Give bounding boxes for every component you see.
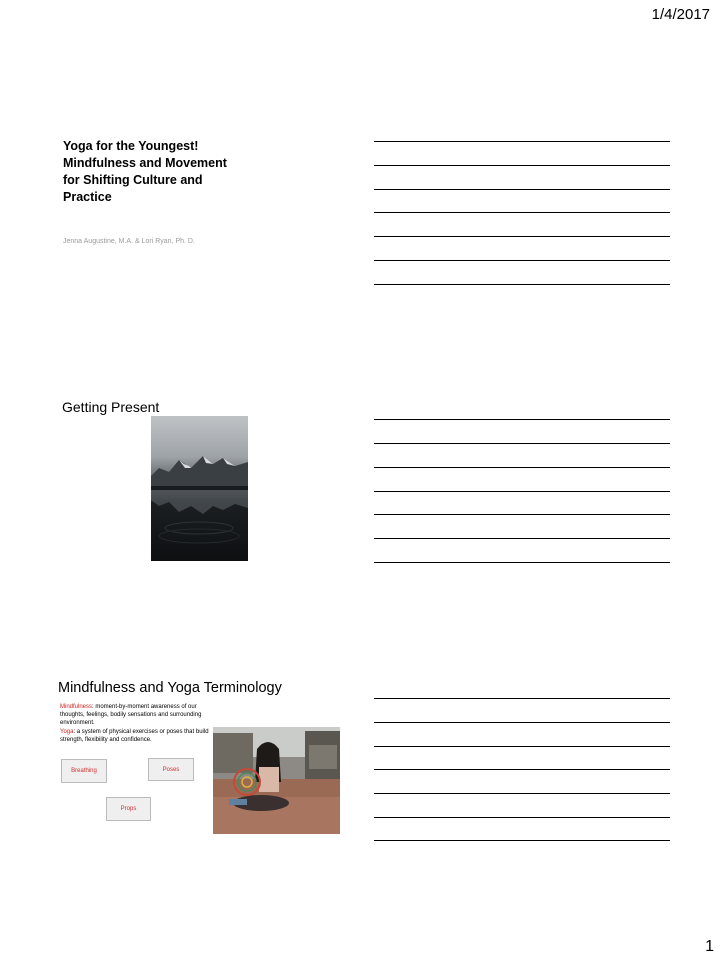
child-with-hoberman-sphere-photo — [213, 727, 340, 834]
notes-line — [374, 746, 670, 747]
breathing-button[interactable]: Breathing — [61, 759, 107, 783]
props-button[interactable]: Props — [106, 797, 151, 821]
notes-line — [374, 769, 670, 770]
notes-line — [374, 141, 670, 142]
slide-1-authors: Jenna Augustine, M.A. & Lori Ryan, Ph. D. — [63, 238, 195, 245]
notes-line — [374, 698, 670, 699]
mountain-lake-photo — [151, 416, 248, 561]
notes-line — [374, 817, 670, 818]
notes-line — [374, 491, 670, 492]
definition-yoga-text: : a system of physical exercises or poses that build strength, flexibility and confidence. — [60, 728, 209, 743]
term-yoga: Yoga — [60, 728, 74, 735]
notes-line — [374, 236, 670, 237]
notes-line — [374, 722, 670, 723]
notes-line — [374, 840, 670, 841]
notes-line — [374, 443, 670, 444]
slide-1-title: Yoga for the Youngest! Mindfulness and Movement for Shifting Culture and Practice — [63, 139, 227, 204]
definition-yoga — [60, 728, 210, 744]
notes-line — [374, 419, 670, 420]
notes-line — [374, 467, 670, 468]
term-mindfulness: Mindfulness — [60, 704, 93, 710]
notes-line — [374, 260, 670, 261]
page-number: 1 — [705, 938, 714, 955]
notes-line — [374, 212, 670, 213]
notes-line — [374, 165, 670, 166]
header-date: 1/4/2017 — [651, 6, 710, 23]
definition-mindfulness — [60, 703, 210, 728]
notes-line — [374, 284, 670, 285]
notes-line — [374, 538, 670, 539]
notes-line — [374, 562, 670, 563]
definitions — [60, 703, 210, 744]
notes-line — [374, 514, 670, 515]
slide-2-title: Getting Present — [62, 399, 160, 415]
notes-line — [374, 189, 670, 190]
notes-line — [374, 793, 670, 794]
slide-3-title: Mindfulness and Yoga Terminology — [58, 680, 282, 696]
poses-button[interactable]: Poses — [148, 758, 194, 781]
definition-mindfulness-text: : moment-by-moment awareness of our thoughts, feelings, bodily sensations and surrounding environment. — [60, 704, 202, 727]
